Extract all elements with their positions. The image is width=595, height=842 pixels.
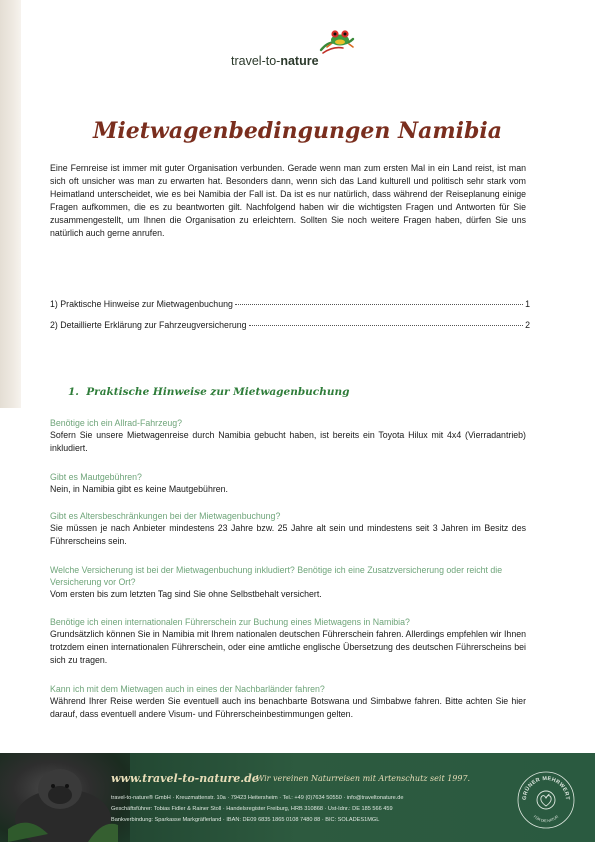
faq-question: Welche Versicherung ist bei der Mietwagenbuchung inkludiert? Benötige ich eine Zusatzversicherung oder reicht die Versicherung vor Ort? — [50, 565, 503, 588]
faq-answer: Nein, in Namibia gibt es keine Mautgebühren. — [50, 484, 228, 495]
toc-entry-2[interactable] — [50, 320, 530, 330]
faq-item — [50, 564, 526, 601]
faq-question: Gibt es Mautgebühren? — [50, 472, 142, 482]
logo-wordmark: travel-to-nature — [231, 54, 319, 68]
faq-item — [50, 510, 526, 548]
toc-label: 1) Praktische Hinweise zur Mietwagenbuchung — [50, 299, 233, 309]
faq-answer: Sofern Sie unsere Mietwagenreise durch Namibia gebucht haben, ist bereits ein Toyota Hilux mit 4x4 (Vierradantrieb) inkludiert. — [50, 430, 526, 454]
frog-logo-icon — [319, 26, 355, 56]
toc-leader-dots — [249, 325, 524, 326]
faq-answer: Während Ihrer Reise werden Sie eventuell auch ins benachbarte Botswana und Simbabwe fahren. Bitte achten Sie hier darauf, dass eventuell andere Visum- und Führerscheinbestimmungen gelten. — [50, 696, 526, 720]
section-heading — [68, 386, 349, 398]
toc-page-number: 2 — [525, 320, 530, 330]
footer-address-line: travel-to-nature® GmbH · Kreuzmattenstr. 10a · 79423 Heitersheim · Tel.: +49 (0)7634 50550 · info@traveltonature.de — [111, 795, 404, 801]
footer-slogan: Wir vereinen Naturreisen mit Artenschutz seit 1997. — [256, 774, 471, 783]
faq-question: Benötige ich ein Allrad-Fahrzeug? — [50, 418, 183, 428]
side-decor-strip — [0, 0, 21, 408]
faq-answer: Vom ersten bis zum letzten Tag sind Sie ohne Selbstbehalt versichert. — [50, 589, 322, 600]
page-title: Mietwagenbedingungen Namibia — [93, 118, 502, 144]
faq-question: Kann ich mit dem Mietwagen auch in eines der Nachbarländer fahren? — [50, 684, 325, 694]
intro-paragraph: Eine Fernreise ist immer mit guter Organisation verbunden. Gerade wenn man zum ersten Mal in ein Land reist, ist man sich oft unsicher was man zu erwarten hat. Besonders dann, wenn sich das Land kulturell und politisch sehr stark vom Heimatland unterscheidet, wie es bei Namibia der Fall ist. Da ist es nur natürlich, dass während der Reiseplanung einige Fragen aufkommen, die es zu beantworten gilt. Nachfolgend haben wir die wichtigsten Fragen und Antworten für Sie zusammengestellt, um Ihnen die Organisation zu erleichtern. Sollten Sie noch weitere Fragen haben, dürfen Sie uns natürlich auch gerne anrufen. — [50, 163, 526, 238]
toc-entry-1[interactable] — [50, 299, 530, 309]
svg-text:GRÜNER MEHRWERT — [522, 776, 570, 801]
section-title: Praktische Hinweise zur Mietwagenbuchung — [86, 386, 350, 398]
badge-top-text: GRÜNER MEHRWERT — [521, 775, 571, 801]
toc-leader-dots — [235, 304, 523, 305]
badge-bottom-text: FÜR DIE NATUR — [532, 814, 560, 824]
faq-item — [50, 616, 526, 667]
faq-question: Gibt es Altersbeschränkungen bei der Mietwagenbuchung? — [50, 511, 281, 521]
faq-item — [50, 417, 526, 455]
page-footer — [0, 753, 595, 842]
svg-text:FÜR DIE NATUR — [533, 814, 560, 823]
faq-answer: Sie müssen je nach Anbieter mindestens 23 Jahre bzw. 25 Jahre alt sein und mindestens seit 3 Jahren im Besitz des Führerscheins sein. — [50, 523, 526, 547]
faq-item — [50, 471, 526, 496]
footer-registration-line: Geschäftsführer: Tobias Fidler & Rainer Stoll · Handelsregister Freiburg, HRB 310868 · Ust-Idnr.: DE 185 566 459 — [111, 806, 393, 812]
company-logo[interactable] — [231, 26, 351, 72]
toc-page-number: 1 — [525, 299, 530, 309]
faq-answer: Grundsätzlich können Sie in Namibia mit Ihrem nationalen deutschen Führerschein fahren. Allerdings empfehlen wir Ihnen trotzdem einen internationalen Führerschein, oder eine amtliche englische Übersetzung des deutschen Führerscheins bei sich zu tragen. — [50, 629, 526, 666]
footer-website-link[interactable]: www.travel-to-nature.de — [111, 772, 259, 785]
gorilla-photo-icon — [8, 759, 118, 842]
gruener-mehrwert-badge — [516, 770, 576, 830]
faq-question: Benötige ich einen internationalen Führerschein zur Buchung eines Mietwagens in Namibia? — [50, 617, 410, 627]
toc-label: 2) Detaillierte Erklärung zur Fahrzeugversicherung — [50, 320, 247, 330]
footer-bank-line: Bankverbindung: Sparkasse Markgräflerland · IBAN: DE09 6835 1865 0108 7480 88 · BIC: SOLADES1MGL — [111, 817, 380, 823]
faq-item — [50, 683, 526, 721]
section-number: 1. — [68, 386, 79, 398]
